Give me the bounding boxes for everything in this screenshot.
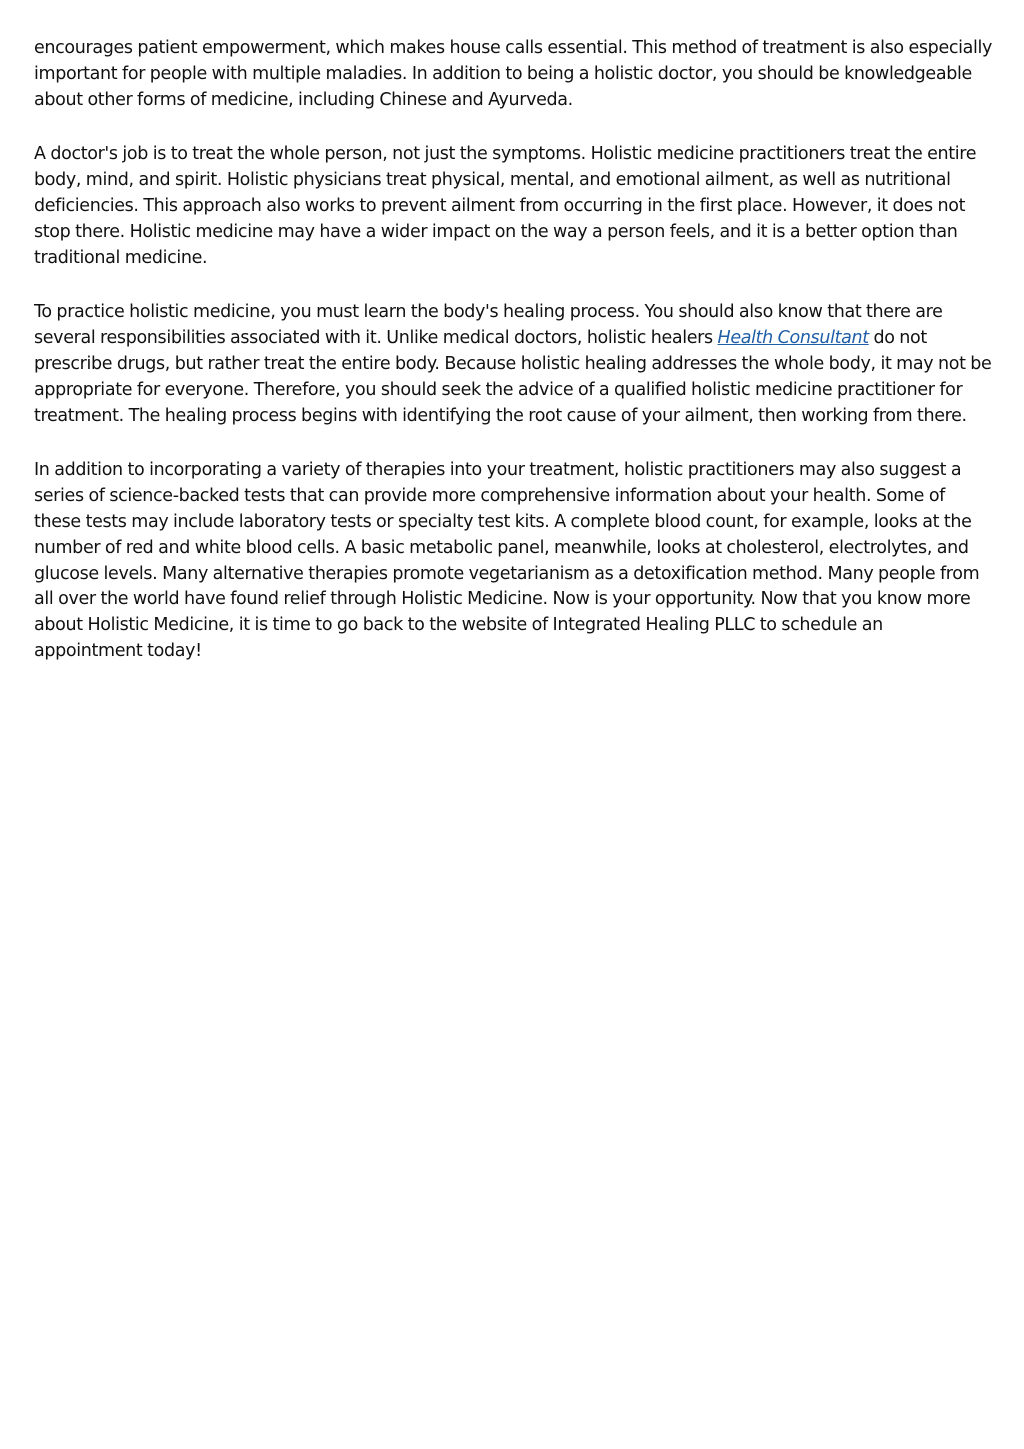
- paragraph-2: A doctor's job is to treat the whole person, not just the symptoms. Holistic medicine practitioners treat the entire body, mind, and spirit. Holistic physicians treat physical, mental, and emotional ailment, as well as nutritional deficiencies. This approach also works to prevent ailment from occurring in the first place. However, it does not stop there. Holistic medicine may have a wider impact on the way a person feels, and it is a better option than traditional medicine.: [34, 144, 977, 268]
- paragraph-4: In addition to incorporating a variety of therapies into your treatment, holistic practitioners may also suggest a series of science-backed tests that can provide more comprehensive information about your health. Some of these tests may include laboratory tests or specialty test kits. A complete blood count, for example, looks at the number of red and white blood cells. A basic metabolic panel, meanwhile, looks at cholesterol, electrolytes, and glucose levels. Many alternative therapies promote vegetarianism as a detoxification method. Many people from all over the world have found relief through Holistic Medicine. Now is your opportunity. Now that you know more about Holistic Medicine, it is time to go back to the website of Integrated Healing PLLC to schedule an appointment today!: [34, 460, 980, 661]
- paragraph-3-text-before-link: To practice holistic medicine, you must learn the body's healing process. You should also know that there are several responsibilities associated with it. Unlike medical doctors, holistic healers: [34, 302, 943, 349]
- paragraph-3: [34, 300, 994, 429]
- health-consultant-link[interactable]: Health Consultant: [717, 328, 869, 349]
- paragraph-3-text-after-link: do not prescribe drugs, but rather treat the entire body. Because holistic healing addresses the whole body, it may not be appropriate for everyone. Therefore, you should seek the advice of a qualified holistic medicine practitioner for treatment. The healing process begins with identifying the root cause of your ailment, then working from there.: [34, 328, 992, 426]
- article-body: [34, 36, 994, 694]
- paragraph-1: encourages patient empowerment, which makes house calls essential. This method of treatment is also especially important for people with multiple maladies. In addition to being a holistic doctor, you should be knowledgeable about other forms of medicine, including Chinese and Ayurveda.: [34, 38, 993, 110]
